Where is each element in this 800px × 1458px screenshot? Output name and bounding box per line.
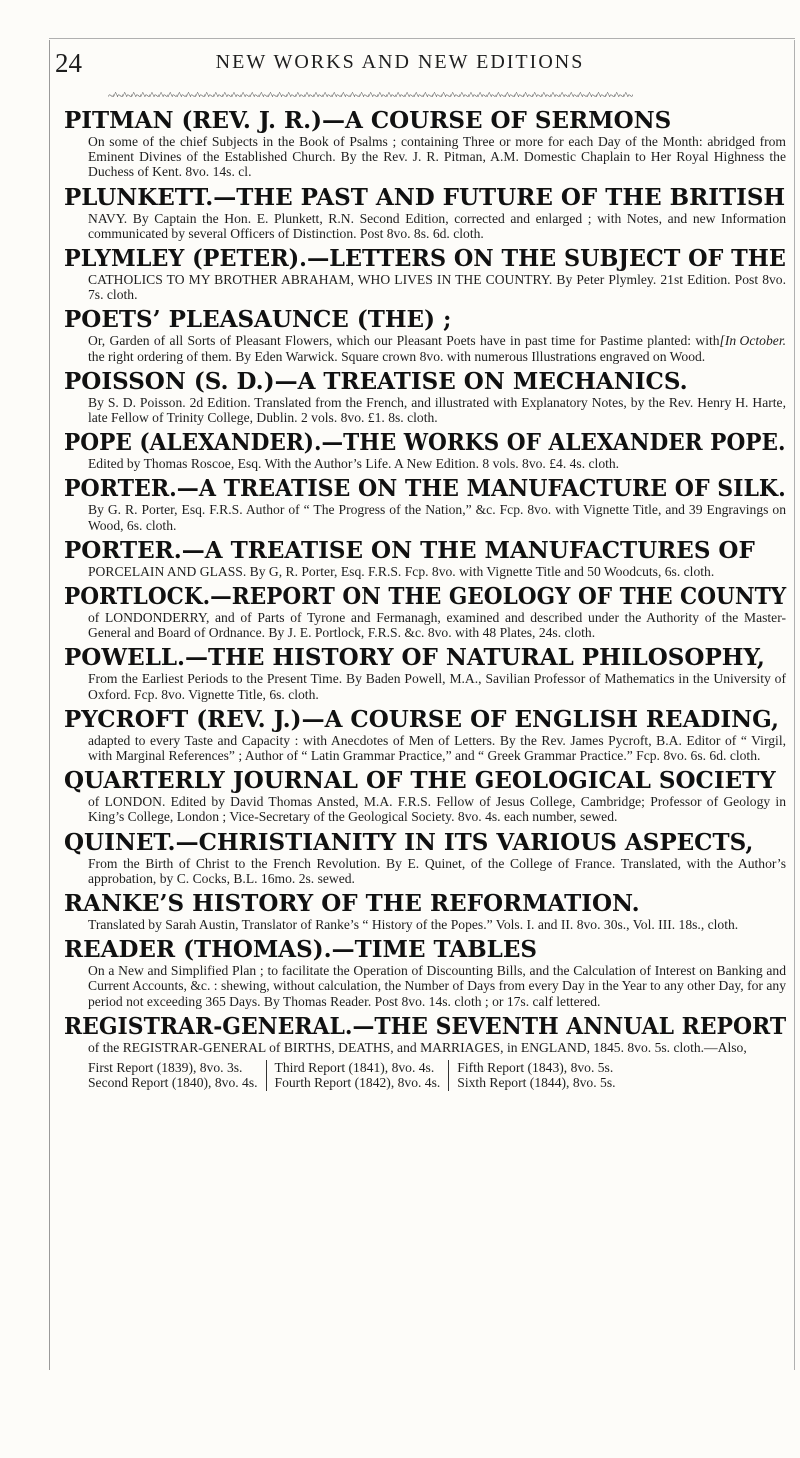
running-head: NEW WORKS AND NEW EDITIONS	[215, 51, 585, 73]
entry-description-text: Or, Garden of all Sorts of Pleasant Flowers, which our Pleasant Poets have in past time for Pastime planted: with the right ordering of them. By Eden Warwick. Square crown 8vo. with numerous Illustrations engraved on Wood.	[88, 333, 720, 364]
entry-description	[64, 333, 786, 363]
report-item: Third Report (1841), 8vo. 4s.	[274, 1060, 435, 1076]
catalogue-entry	[64, 369, 786, 425]
page-header	[0, 40, 800, 90]
report-item: First Report (1839), 8vo. 3s.	[88, 1060, 243, 1076]
reports-column	[88, 1060, 267, 1090]
publication-note: [In October.	[719, 333, 786, 349]
entry-description-text: Edited by Thomas Roscoe, Esq. With the Author’s Life. A New Edition. 8 vols. 8vo. £4. 4s. cloth.	[88, 456, 620, 472]
report-item: Sixth Report (1844), 8vo. 5s.	[457, 1075, 616, 1091]
catalogue-entry	[64, 830, 786, 886]
catalogue-entry	[64, 891, 786, 932]
catalogue-entries	[64, 108, 786, 1091]
entry-title: POETS’ PLEASAUNCE (THE) ;	[64, 306, 452, 334]
catalogue-entry	[64, 1014, 786, 1055]
entry-description	[64, 456, 786, 471]
entry-description-text: On a New and Simplified Plan ; to facilitate the Operation of Discounting Bills, and the Calculation of Interest on Banking and Current Accounts, &c. : shewing, without calculation, the Number of Days from every Day in the Year to any other Day, for any period not exceeding 365 Days. By Thomas Reader. Post 8vo. 14s. cloth ; or 17s. calf lettered.	[88, 963, 786, 1009]
catalogue-entry	[64, 707, 786, 763]
entry-description-text: On some of the chief Subjects in the Book of Psalms ; containing Three or more for each Day of the Month: abridged from Eminent Divines of the Established Church. By the Rev. J. R. Pitman, A.M. Domestic Chaplain to Her Royal Highness the Duchess of Kent. 8vo. 14s. cl.	[88, 134, 786, 180]
entry-description	[64, 395, 786, 425]
entry-description	[64, 272, 786, 302]
entry-title: POPE (ALEXANDER).—THE WORKS OF ALEXANDER POPE.	[64, 429, 786, 457]
entry-description	[64, 502, 786, 532]
catalogue-entry	[64, 430, 786, 471]
report-item: Fourth Report (1842), 8vo. 4s.	[274, 1075, 441, 1091]
entry-description-text: of LONDONDERRY, and of Parts of Tyrone and Fermanagh, examined and described under the Authority of the Master-General and Board of Ordnance. By J. E. Portlock, F.R.S. &c. 8vo. with 48 Plates, 24s. cloth.	[88, 610, 786, 641]
entry-description	[64, 917, 786, 932]
catalogue-entry	[64, 476, 786, 532]
reports-column	[457, 1060, 623, 1090]
entry-title: RANKE’S HISTORY OF THE REFORMATION.	[64, 890, 640, 918]
entry-description-text: From the Birth of Christ to the French Revolution. By E. Quinet, of the College of France. Translated, with the Author’s approbation, by C. Cocks, B.L. 16mo. 2s. sewed.	[88, 855, 786, 886]
catalogue-entry	[64, 246, 786, 302]
entry-description-text: Translated by Sarah Austin, Translator of Ranke’s “ History of the Popes.” Vols. I. and II. 8vo. 30s., Vol. III. 18s., cloth.	[88, 917, 739, 933]
entry-description-text: of the REGISTRAR-GENERAL of BIRTHS, DEATHS, and MARRIAGES, in ENGLAND, 1845. 8vo. 5s. cloth.—Also,	[88, 1039, 747, 1055]
catalogue-entry	[64, 185, 786, 241]
entry-description	[64, 1040, 786, 1055]
entry-description-text: From the Earliest Periods to the Present Time. By Baden Powell, M.A., Savilian Professor of Mathematics in the University of Oxford. Fcp. 8vo. Vignette Title, 6s. cloth.	[88, 671, 786, 702]
entry-description	[64, 671, 786, 701]
entry-description-text: of LONDON. Edited by David Thomas Ansted, M.A. F.R.S. Fellow of Jesus College, Cambridge; Professor of Geology in King’s College, London ; Vice-Secretary of the Geological Society. 8vo. 4s. each number, sewed.	[88, 794, 786, 825]
entry-description	[64, 134, 786, 180]
entry-description	[64, 564, 786, 579]
page-number: 24	[55, 48, 82, 78]
entry-title: PORTLOCK.—REPORT ON THE GEOLOGY OF THE COUNTY	[64, 583, 787, 611]
catalogue-entry	[64, 937, 786, 1009]
entry-description	[64, 856, 786, 886]
left-margin-rule	[49, 40, 50, 1370]
reports-list	[64, 1060, 786, 1090]
entry-description	[64, 610, 786, 640]
entry-title: PITMAN (REV. J. R.)—A COURSE OF SERMONS	[64, 107, 672, 134]
catalogue-entry	[64, 584, 786, 640]
entry-description-text: By S. D. Poisson. 2d Edition. Translated from the French, and illustrated with Explanatory Notes, by the Rev. Henry H. Harte, late Fellow of Trinity College, Dublin. 2 vols. 8vo. £1. 8s. cloth.	[88, 394, 786, 426]
entry-description	[64, 963, 786, 1009]
entry-title: PORTER.—A TREATISE ON THE MANUFACTURE OF SILK.	[64, 475, 786, 503]
entry-description	[64, 211, 786, 241]
top-rule	[49, 38, 795, 39]
entry-description-text: NAVY. By Captain the Hon. E. Plunkett, R.N. Second Edition, corrected and enlarged ; with Notes, and new Information communicated by several Officers of Distinction. Post 8vo. 8s. 6d. cloth.	[88, 210, 786, 241]
entry-description	[64, 794, 786, 824]
catalogue-entry	[64, 307, 786, 363]
entry-description-text: CATHOLICS TO MY BROTHER ABRAHAM, WHO LIVES IN THE COUNTRY. By Peter Plymley. 21st Edition. Post 8vo. 7s. cloth.	[88, 272, 786, 303]
entry-description-text: PORCELAIN AND GLASS. By G, R. Porter, Esq. F.R.S. Fcp. 8vo. with Vignette Title and 50 Woodcuts, 6s. cloth.	[88, 563, 715, 579]
right-margin-rule	[794, 40, 795, 1370]
ornament-rule: ~^~^~^~^~^~^~^~^~^~^~^~^~^~^~^~^~^~^~^~^~^~^~^~^~^~^~^~^~^~^~^~^~^~^~^~^~^~^~^~^~^~^~^~^~^~^~^~^~^~^~^~^~^~^~^~^~^~	[108, 90, 633, 102]
entry-title: PLYMLEY (PETER).—LETTERS ON THE SUBJECT OF THE	[64, 245, 786, 273]
entry-title: QUARTERLY JOURNAL OF THE GEOLOGICAL SOCIETY	[64, 767, 776, 795]
entry-title: PORTER.—A TREATISE ON THE MANUFACTURES OF	[64, 536, 755, 564]
entry-title: PLUNKETT.—THE PAST AND FUTURE OF THE BRITISH	[64, 183, 786, 211]
entry-title: REGISTRAR-GENERAL.—THE SEVENTH ANNUAL REPORT	[64, 1012, 787, 1040]
catalogue-entry	[64, 108, 786, 180]
catalogue-entry	[64, 538, 786, 579]
entry-title: POISSON (S. D.)—A TREATISE ON MECHANICS.	[64, 367, 688, 395]
report-item: Fifth Report (1843), 8vo. 5s.	[457, 1060, 614, 1076]
catalogue-entry	[64, 645, 786, 701]
entry-title: PYCROFT (REV. J.)—A COURSE OF ENGLISH READING,	[64, 705, 779, 733]
entry-title: POWELL.—THE HISTORY OF NATURAL PHILOSOPHY,	[64, 644, 765, 672]
report-item: Second Report (1840), 8vo. 4s.	[88, 1075, 258, 1091]
entry-description-text: adapted to every Taste and Capacity : with Anecdotes of Men of Letters. By the Rev. James Pycroft, B.A. Editor of “ Virgil, with Marginal References” ; Author of “ Latin Grammar Practice,” and “ Greek Grammar Practice.” Fcp. 8vo. 6s. 6d. cloth.	[88, 732, 786, 764]
entry-description-text: By G. R. Porter, Esq. F.R.S. Author of “ The Progress of the Nation,” &c. Fcp. 8vo. with Vignette Title, and 39 Engravings on Wood, 6s. cloth.	[88, 502, 786, 533]
catalogue-entry	[64, 768, 786, 824]
entry-description	[64, 733, 786, 763]
entry-title: READER (THOMAS).—TIME TABLES	[64, 936, 537, 964]
reports-column	[275, 1060, 450, 1090]
entry-title: QUINET.—CHRISTIANITY IN ITS VARIOUS ASPECTS,	[64, 828, 754, 856]
